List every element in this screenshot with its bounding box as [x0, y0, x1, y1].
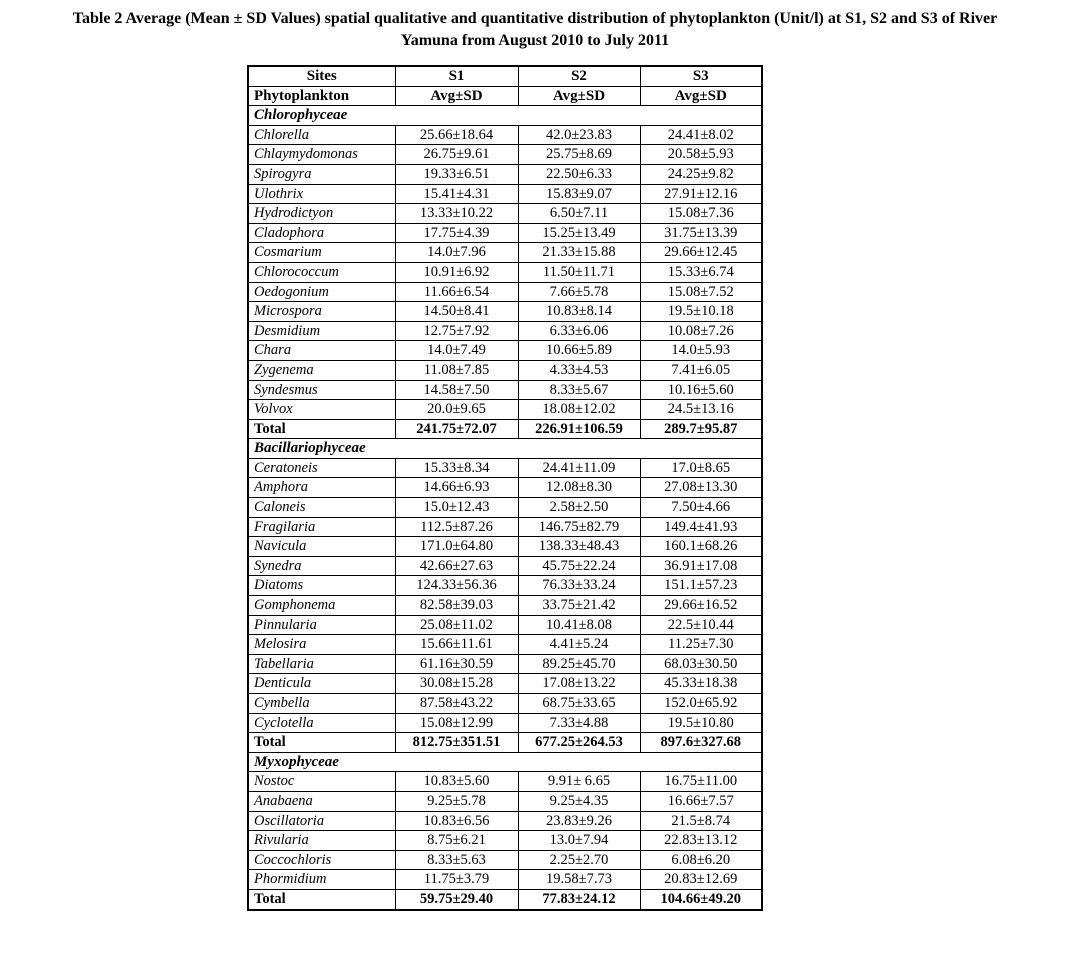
value-cell-s3: 20.83±12.69 [640, 870, 762, 890]
value-cell-s3: 22.5±10.44 [640, 615, 762, 635]
value-cell-s3: 29.66±12.45 [640, 243, 762, 263]
value-cell-s2: 2.58±2.50 [518, 498, 640, 518]
value-cell-s3: 16.66±7.57 [640, 791, 762, 811]
value-cell-s2: 6.50±7.11 [518, 204, 640, 224]
species-name-cell: Coccochloris [248, 850, 395, 870]
value-cell-s3: 17.0±8.65 [640, 458, 762, 478]
value-cell-s2: 33.75±21.42 [518, 596, 640, 616]
species-name-cell: Tabellaria [248, 654, 395, 674]
header-s1: S1 [395, 66, 518, 86]
species-name-cell: Gomphonema [248, 596, 395, 616]
species-name-cell: Cosmarium [248, 243, 395, 263]
section-label: Bacillariophyceae [248, 439, 762, 459]
total-value-cell-s2: 677.25±264.53 [518, 733, 640, 753]
species-row [248, 615, 762, 635]
species-row [248, 870, 762, 890]
value-cell-s2: 138.33±48.43 [518, 537, 640, 557]
value-cell-s3: 27.91±12.16 [640, 184, 762, 204]
value-cell-s1: 26.75±9.61 [395, 145, 518, 165]
value-cell-s3: 14.0±5.93 [640, 341, 762, 361]
species-name-cell: Spirogyra [248, 164, 395, 184]
value-cell-s2: 17.08±13.22 [518, 674, 640, 694]
species-name-cell: Chlorella [248, 125, 395, 145]
species-name-cell: Caloneis [248, 498, 395, 518]
value-cell-s1: 14.50±8.41 [395, 302, 518, 322]
species-row [248, 125, 762, 145]
value-cell-s3: 149.4±41.93 [640, 517, 762, 537]
species-row [248, 341, 762, 361]
species-name-cell: Melosira [248, 635, 395, 655]
species-row [248, 654, 762, 674]
species-row [248, 713, 762, 733]
section-row [248, 752, 762, 772]
species-name-cell: Cladophora [248, 223, 395, 243]
value-cell-s1: 25.08±11.02 [395, 615, 518, 635]
value-cell-s3: 45.33±18.38 [640, 674, 762, 694]
total-value-cell-s1: 241.75±72.07 [395, 419, 518, 439]
total-label-cell: Total [248, 889, 395, 909]
total-label-cell: Total [248, 419, 395, 439]
value-cell-s3: 24.5±13.16 [640, 400, 762, 420]
value-cell-s3: 160.1±68.26 [640, 537, 762, 557]
species-row [248, 831, 762, 851]
value-cell-s3: 21.5±8.74 [640, 811, 762, 831]
section-label: Chlorophyceae [248, 106, 762, 126]
value-cell-s2: 24.41±11.09 [518, 458, 640, 478]
species-name-cell: Ulothrix [248, 184, 395, 204]
caption-line-2: Yamuna from August 2010 to July 2011 [400, 32, 670, 49]
value-cell-s3: 27.08±13.30 [640, 478, 762, 498]
value-cell-s3: 7.50±4.66 [640, 498, 762, 518]
header-row [248, 66, 762, 86]
species-row [248, 360, 762, 380]
subheader-row [248, 86, 762, 106]
species-name-cell: Ceratoneis [248, 458, 395, 478]
species-row [248, 164, 762, 184]
value-cell-s2: 9.91± 6.65 [518, 772, 640, 792]
value-cell-s2: 15.25±13.49 [518, 223, 640, 243]
header-s3: S3 [640, 66, 762, 86]
value-cell-s2: 89.25±45.70 [518, 654, 640, 674]
species-name-cell: Chlaymydomonas [248, 145, 395, 165]
value-cell-s3: 24.41±8.02 [640, 125, 762, 145]
value-cell-s2: 10.83±8.14 [518, 302, 640, 322]
value-cell-s3: 16.75±11.00 [640, 772, 762, 792]
species-row [248, 694, 762, 714]
value-cell-s3: 68.03±30.50 [640, 654, 762, 674]
species-row [248, 576, 762, 596]
value-cell-s2: 21.33±15.88 [518, 243, 640, 263]
species-row [248, 811, 762, 831]
species-name-cell: Volvox [248, 400, 395, 420]
species-row [248, 243, 762, 263]
value-cell-s2: 22.50±6.33 [518, 164, 640, 184]
species-row [248, 400, 762, 420]
value-cell-s2: 12.08±8.30 [518, 478, 640, 498]
value-cell-s1: 30.08±15.28 [395, 674, 518, 694]
species-row [248, 772, 762, 792]
species-row [248, 282, 762, 302]
value-cell-s1: 17.75±4.39 [395, 223, 518, 243]
value-cell-s3: 15.33±6.74 [640, 262, 762, 282]
header-s2: S2 [518, 66, 640, 86]
value-cell-s1: 8.75±6.21 [395, 831, 518, 851]
species-name-cell: Synedra [248, 556, 395, 576]
species-row [248, 556, 762, 576]
species-name-cell: Hydrodictyon [248, 204, 395, 224]
species-row [248, 517, 762, 537]
species-row [248, 635, 762, 655]
total-row [248, 733, 762, 753]
value-cell-s3: 7.41±6.05 [640, 360, 762, 380]
subheader-avgsd-s1: Avg±SD [395, 86, 518, 106]
value-cell-s1: 19.33±6.51 [395, 164, 518, 184]
species-name-cell: Navicula [248, 537, 395, 557]
species-name-cell: Pinnularia [248, 615, 395, 635]
value-cell-s3: 10.08±7.26 [640, 321, 762, 341]
value-cell-s1: 10.83±5.60 [395, 772, 518, 792]
value-cell-s1: 14.0±7.96 [395, 243, 518, 263]
value-cell-s1: 11.08±7.85 [395, 360, 518, 380]
species-name-cell: Nostoc [248, 772, 395, 792]
value-cell-s2: 13.0±7.94 [518, 831, 640, 851]
value-cell-s3: 19.5±10.80 [640, 713, 762, 733]
value-cell-s1: 15.08±12.99 [395, 713, 518, 733]
value-cell-s2: 45.75±22.24 [518, 556, 640, 576]
species-row [248, 223, 762, 243]
value-cell-s2: 10.66±5.89 [518, 341, 640, 361]
value-cell-s2: 10.41±8.08 [518, 615, 640, 635]
value-cell-s3: 24.25±9.82 [640, 164, 762, 184]
value-cell-s2: 4.41±5.24 [518, 635, 640, 655]
species-name-cell: Amphora [248, 478, 395, 498]
value-cell-s1: 15.66±11.61 [395, 635, 518, 655]
species-row [248, 537, 762, 557]
header-sites: Sites [248, 66, 395, 86]
table-caption [0, 0, 1070, 52]
value-cell-s2: 2.25±2.70 [518, 850, 640, 870]
species-name-cell: Syndesmus [248, 380, 395, 400]
value-cell-s1: 14.58±7.50 [395, 380, 518, 400]
value-cell-s1: 20.0±9.65 [395, 400, 518, 420]
species-name-cell: Fragilaria [248, 517, 395, 537]
value-cell-s3: 151.1±57.23 [640, 576, 762, 596]
value-cell-s2: 7.33±4.88 [518, 713, 640, 733]
species-row [248, 458, 762, 478]
total-value-cell-s3: 104.66±49.20 [640, 889, 762, 909]
species-row [248, 321, 762, 341]
subheader-avgsd-s2: Avg±SD [518, 86, 640, 106]
value-cell-s1: 25.66±18.64 [395, 125, 518, 145]
value-cell-s1: 11.66±6.54 [395, 282, 518, 302]
value-cell-s3: 11.25±7.30 [640, 635, 762, 655]
value-cell-s3: 36.91±17.08 [640, 556, 762, 576]
value-cell-s2: 4.33±4.53 [518, 360, 640, 380]
value-cell-s2: 15.83±9.07 [518, 184, 640, 204]
value-cell-s1: 12.75±7.92 [395, 321, 518, 341]
value-cell-s2: 6.33±6.06 [518, 321, 640, 341]
species-name-cell: Chlorococcum [248, 262, 395, 282]
value-cell-s3: 19.5±10.18 [640, 302, 762, 322]
species-name-cell: Anabaena [248, 791, 395, 811]
subheader-avgsd-s3: Avg±SD [640, 86, 762, 106]
species-name-cell: Denticula [248, 674, 395, 694]
total-value-cell-s3: 289.7±95.87 [640, 419, 762, 439]
species-row [248, 262, 762, 282]
value-cell-s1: 15.0±12.43 [395, 498, 518, 518]
value-cell-s1: 61.16±30.59 [395, 654, 518, 674]
value-cell-s3: 15.08±7.52 [640, 282, 762, 302]
species-name-cell: Zygenema [248, 360, 395, 380]
value-cell-s3: 10.16±5.60 [640, 380, 762, 400]
species-name-cell: Phormidium [248, 870, 395, 890]
value-cell-s2: 8.33±5.67 [518, 380, 640, 400]
value-cell-s1: 82.58±39.03 [395, 596, 518, 616]
total-row [248, 419, 762, 439]
value-cell-s2: 11.50±11.71 [518, 262, 640, 282]
total-value-cell-s2: 226.91±106.59 [518, 419, 640, 439]
subheader-phytoplankton: Phytoplankton [248, 86, 395, 106]
species-row [248, 380, 762, 400]
species-name-cell: Oedogonium [248, 282, 395, 302]
value-cell-s3: 152.0±65.92 [640, 694, 762, 714]
value-cell-s2: 42.0±23.83 [518, 125, 640, 145]
total-value-cell-s2: 77.83±24.12 [518, 889, 640, 909]
value-cell-s2: 25.75±8.69 [518, 145, 640, 165]
value-cell-s1: 10.91±6.92 [395, 262, 518, 282]
species-row [248, 850, 762, 870]
species-name-cell: Oscillatoria [248, 811, 395, 831]
table-body [248, 106, 762, 910]
species-name-cell: Diatoms [248, 576, 395, 596]
value-cell-s1: 13.33±10.22 [395, 204, 518, 224]
value-cell-s1: 15.41±4.31 [395, 184, 518, 204]
value-cell-s2: 146.75±82.79 [518, 517, 640, 537]
total-label-cell: Total [248, 733, 395, 753]
value-cell-s1: 14.0±7.49 [395, 341, 518, 361]
value-cell-s3: 6.08±6.20 [640, 850, 762, 870]
section-row [248, 106, 762, 126]
total-row [248, 889, 762, 909]
species-row [248, 184, 762, 204]
value-cell-s1: 87.58±43.22 [395, 694, 518, 714]
species-row [248, 204, 762, 224]
value-cell-s1: 14.66±6.93 [395, 478, 518, 498]
species-name-cell: Cyclotella [248, 713, 395, 733]
value-cell-s1: 171.0±64.80 [395, 537, 518, 557]
species-row [248, 498, 762, 518]
section-label: Myxophyceae [248, 752, 762, 772]
value-cell-s1: 8.33±5.63 [395, 850, 518, 870]
value-cell-s2: 76.33±33.24 [518, 576, 640, 596]
section-row [248, 439, 762, 459]
value-cell-s1: 9.25±5.78 [395, 791, 518, 811]
value-cell-s1: 10.83±6.56 [395, 811, 518, 831]
total-value-cell-s3: 897.6±327.68 [640, 733, 762, 753]
species-row [248, 302, 762, 322]
value-cell-s3: 22.83±13.12 [640, 831, 762, 851]
value-cell-s2: 18.08±12.02 [518, 400, 640, 420]
value-cell-s1: 11.75±3.79 [395, 870, 518, 890]
species-name-cell: Desmidium [248, 321, 395, 341]
species-name-cell: Rivularia [248, 831, 395, 851]
phytoplankton-table [247, 65, 763, 911]
value-cell-s1: 112.5±87.26 [395, 517, 518, 537]
value-cell-s1: 124.33±56.36 [395, 576, 518, 596]
species-name-cell: Microspora [248, 302, 395, 322]
value-cell-s2: 7.66±5.78 [518, 282, 640, 302]
value-cell-s2: 23.83±9.26 [518, 811, 640, 831]
value-cell-s1: 15.33±8.34 [395, 458, 518, 478]
species-name-cell: Cymbella [248, 694, 395, 714]
value-cell-s2: 68.75±33.65 [518, 694, 640, 714]
species-row [248, 791, 762, 811]
value-cell-s3: 31.75±13.39 [640, 223, 762, 243]
value-cell-s3: 20.58±5.93 [640, 145, 762, 165]
total-value-cell-s1: 812.75±351.51 [395, 733, 518, 753]
species-row [248, 674, 762, 694]
species-name-cell: Chara [248, 341, 395, 361]
value-cell-s1: 42.66±27.63 [395, 556, 518, 576]
species-row [248, 145, 762, 165]
value-cell-s2: 9.25±4.35 [518, 791, 640, 811]
value-cell-s3: 29.66±16.52 [640, 596, 762, 616]
value-cell-s3: 15.08±7.36 [640, 204, 762, 224]
species-row [248, 596, 762, 616]
total-value-cell-s1: 59.75±29.40 [395, 889, 518, 909]
species-row [248, 478, 762, 498]
caption-line-1: Table 2 Average (Mean ± SD Values) spatial qualitative and quantitative distribution of phytoplankton (Unit/l) at S1, S2 and S3 of River [72, 10, 998, 27]
value-cell-s2: 19.58±7.73 [518, 870, 640, 890]
